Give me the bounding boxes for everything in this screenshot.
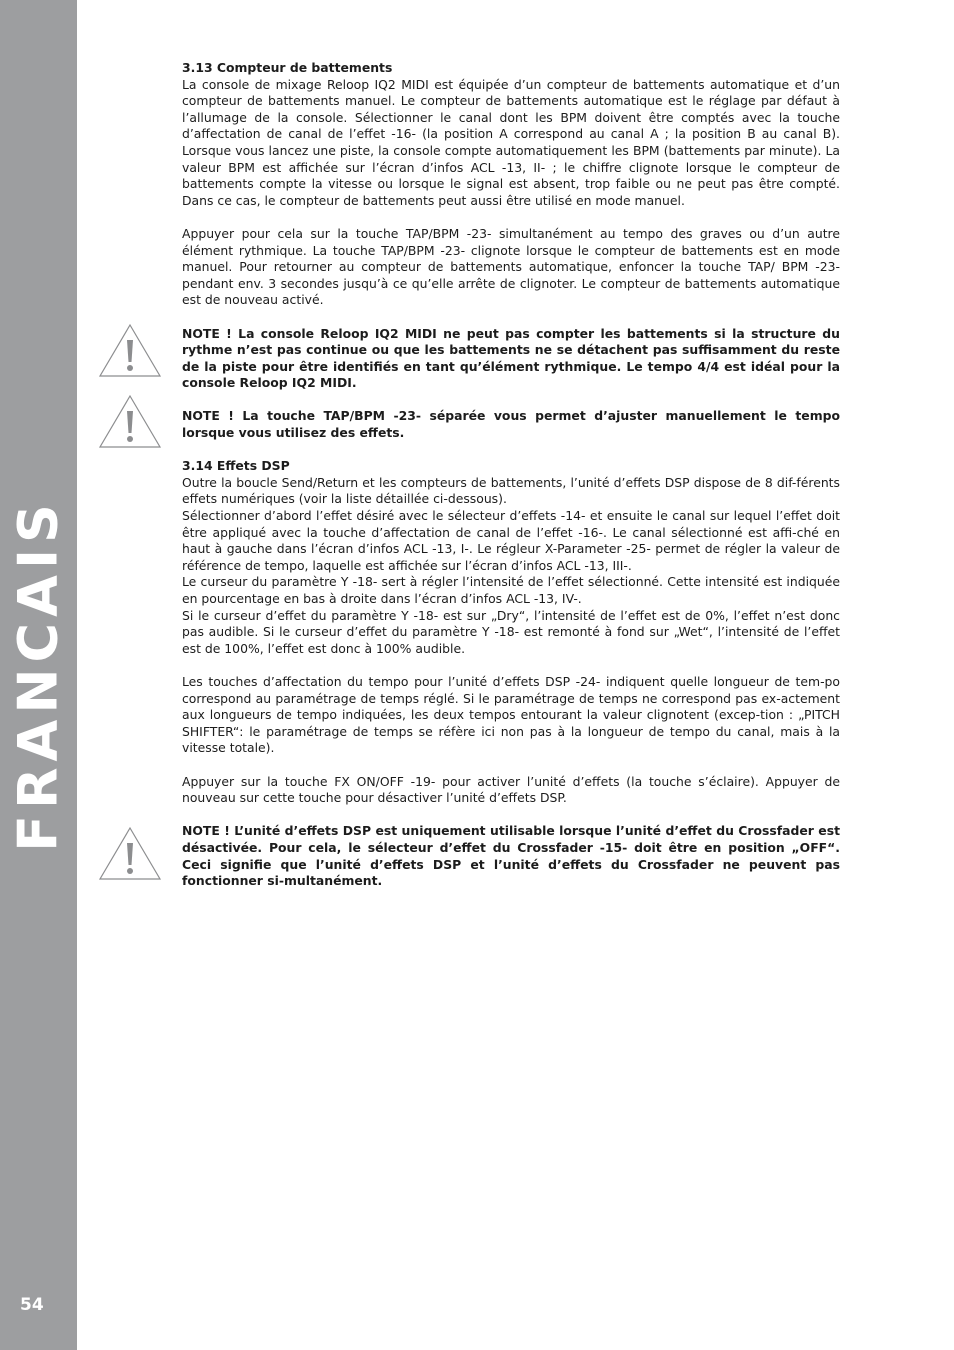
paragraph: Appuyer pour cela sur la touche TAP/BPM -23- simultanément au tempo des graves ou d’un autre élément rythmique. La touche TAP/BPM -23- clignote lorsque le compteur de battements est en mode manuel. Pour retourner au compteur de battements automatique, enfoncer la touche TAP/ BPM -23- pendant env. 3 secondes jusqu’à ce qu’elle arrête de clignoter. Le compteur de battements automatique est de nouveau activé. (182, 225, 840, 308)
paragraph: Appuyer sur la touche FX ON/OFF -19- pour activer l’unité d’effets (la touche s’éclaire). Appuyer de nouveau sur cette touche pour désactiver l’unité d’effets DSP. (182, 773, 840, 806)
paragraph: Sélectionner d’abord l’effet désiré avec le sélecteur d’effets -14- et ensuite le canal sur lequel l’effet doit être appliqué avec la touche d’affectation de canal de l’effet -16-. Le canal sélectionné est affi-ché en haut à gauche dans l’écran d’infos ACL -13, I-. Le régleur X-Parameter -25- permet de régler la valeur de référence de tempo, laquelle est affichée sur l’écran d’infos ACL -13, III-. (182, 508, 840, 573)
paragraph: La console de mixage Reloop IQ2 MIDI est équipée d’un compteur de battements automatique et d’un compteur de battements manuel. Le compteur de battements automatique est le réglage par défaut à l’allumage de la console. Sélectionner le canal dont les BPM doivent être comptés avec la touche d’affectation de canal de l’effet -16- (la position A correspond au canal A ; la position B au canal B). Lorsque vous lancez une piste, la console compte automatiquement les BPM (battements par minute). La valeur BPM est affichée sur l’écran d’infos ACL -13, II- ; le chiffre clignote lorsque le compteur de battements compte la vitesse ou lorsque le signal est absent, trop faible ou ne peut pas être compté. Dans ce cas, le compteur de battements peut aussi être utilisé en mode manuel. (182, 76, 840, 208)
paragraph: Les touches d’affectation du tempo pour l’unité d’effets DSP -24- indiquent quelle longueur de tem-po correspond au paramétrage de temps réglé. Si le paramétrage de temps ne correspond pas ex-actement aux longueurs de tempo indiquées, les deux tempos entourant la valeur clignotent (excep-tion : „PITCH SHIFTER“: le paramétrage de temps se réfère ici non pas à la longueur de tempo du canal, mais à la vitesse totale). (182, 673, 840, 756)
language-label: FRANCAIS (6, 498, 70, 852)
warning-triangle-icon (98, 393, 162, 449)
section-heading-3-13: 3.13 Compteur de battements (182, 60, 393, 75)
paragraph: Si le curseur d’effet du paramètre Y -18- est sur „Dry“, l’intensité de l’effet est de 0%, l’effet n’est donc pas audible. Si le curseur d’effet du paramètre Y -18- est remonté à fond sur „Wet“, l’intensité de l’effet est de 100%, l’effet est donc à 100% audible. (182, 607, 840, 656)
warning-triangle-icon (98, 322, 162, 378)
paragraph: Le curseur du paramètre Y -18- sert à régler l’intensité de l’effet sélectionné. Cette intensité est indiquée en pourcentage en bas à droite dans l’écran d’infos ACL -13, IV-. (182, 574, 840, 606)
note-text: NOTE ! La console Reloop IQ2 MIDI ne peut pas compter les battements si la structure du rythme n’est pas continue ou que les battements ne se détachent pas suffisamment du reste de la piste pour être identifiés en tant qu’élément rythmique. Le tempo 4/4 est idéal pour la console Reloop IQ2 MIDI. (182, 325, 840, 391)
note-text: NOTE ! La touche TAP/BPM -23- séparée vous permet d’ajuster manuellement le tempo lorsque vous utilisez des effets. (182, 408, 840, 441)
language-sidebar (0, 0, 77, 1350)
document-body (182, 60, 840, 890)
note-text: NOTE ! L’unité d’effets DSP est uniquement utilisable lorsque l’unité d’effet du Crossfader est désactivée. Pour cela, le sélecteur d’effet du Crossfader -15- doit être en position „OFF“. Ceci signifie que l’unité d’effets DSP et l’unité d’effets du Crossfader ne peuvent pas fonctionner si-multanément. (182, 823, 840, 889)
page-number: 54 (20, 1295, 44, 1315)
paragraph: Outre la boucle Send/Return et les compteurs de battements, l’unité d’effets DSP dispose de 8 dif-férents effets numériques (voir la liste détaillée ci-dessous). (182, 474, 840, 507)
section-heading-3-14: 3.14 Effets DSP (182, 458, 290, 474)
warning-triangle-icon (98, 825, 162, 881)
